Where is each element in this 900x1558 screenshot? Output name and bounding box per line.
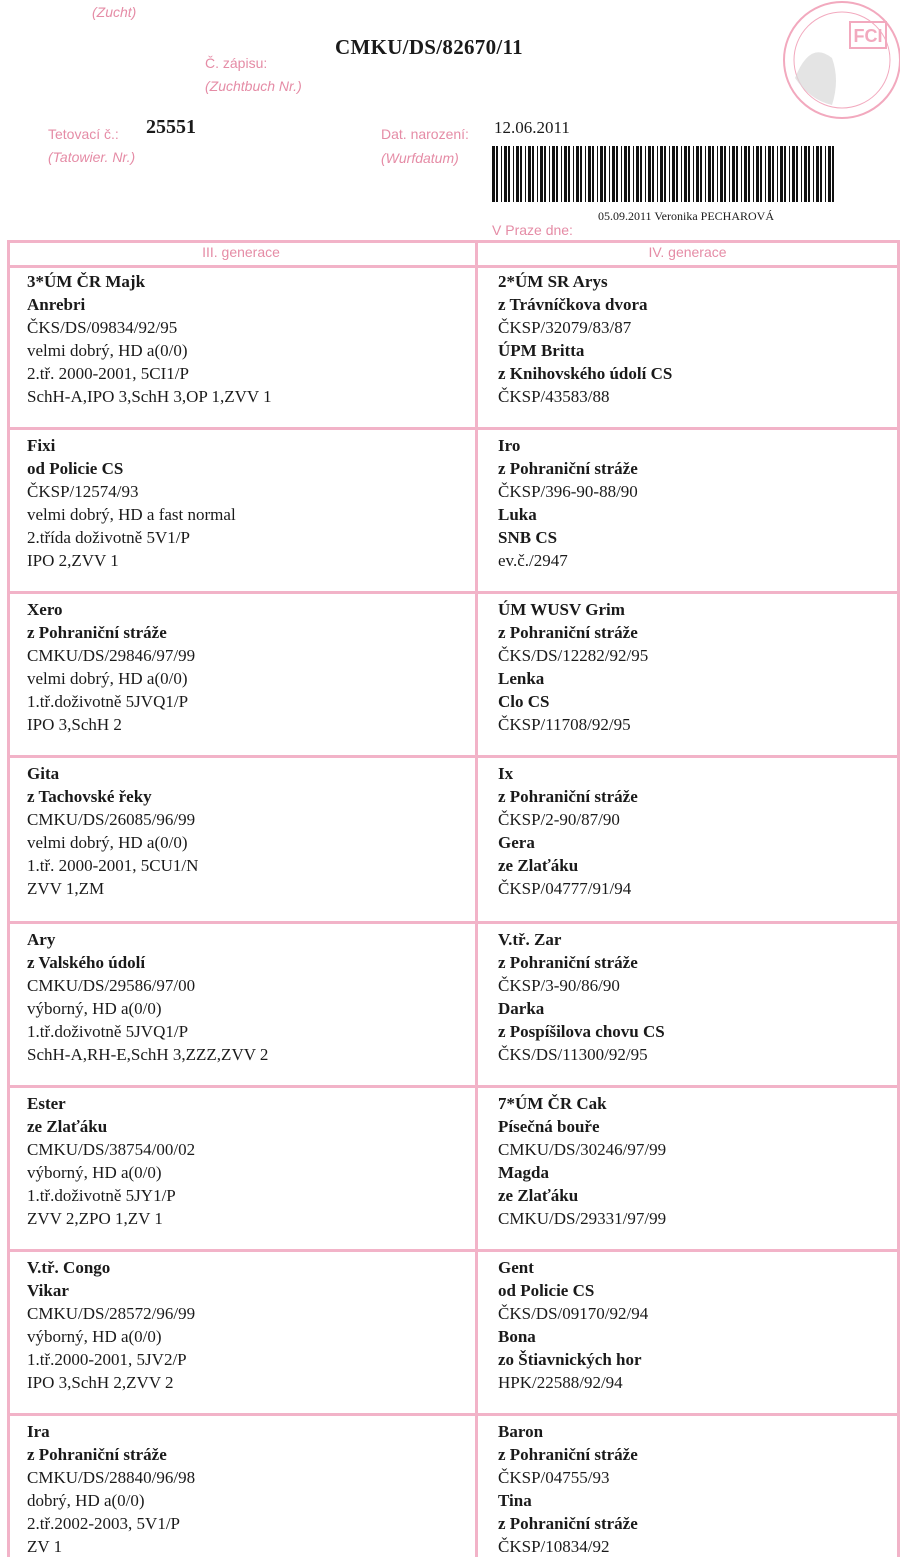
dog-name-line: 7*ÚM ČR Cak xyxy=(498,1094,607,1113)
barcode-bar xyxy=(597,146,598,202)
dog-detail-line: ZV 1 xyxy=(27,1537,63,1556)
dog-name-line: Gita xyxy=(27,764,60,783)
barcode-bar xyxy=(676,146,678,202)
barcode-bar xyxy=(537,146,538,202)
pedigree-cell-right xyxy=(498,1092,666,1230)
column-header-iii: III. generace xyxy=(202,244,280,260)
dog-name-line: ÚPM Britta xyxy=(498,341,585,360)
barcode-bar xyxy=(669,146,670,202)
barcode-bar xyxy=(684,146,687,202)
dog-name-line: z Pohraniční stráže xyxy=(27,623,167,642)
dog-detail-line: 1.tř. 2000-2001, 5CU1/N xyxy=(27,856,199,875)
barcode-bar xyxy=(672,146,675,202)
barcode-bar xyxy=(544,146,546,202)
barcode-bar xyxy=(496,146,498,202)
dog-detail-line: ev.č./2947 xyxy=(498,551,568,570)
dog-name-line: z Pohraniční stráže xyxy=(498,787,638,806)
dog-name-line: z Pohraniční stráže xyxy=(498,623,638,642)
registration-label-de: (Zuchtbuch Nr.) xyxy=(205,78,302,94)
barcode-bar xyxy=(796,146,798,202)
barcode-bar xyxy=(648,146,651,202)
dog-name-line: Fixi xyxy=(27,436,56,455)
pedigree-cell-right xyxy=(498,762,638,900)
barcode-bar xyxy=(549,146,550,202)
dog-detail-line: 1.tř.doživotně 5JVQ1/P xyxy=(27,1022,189,1041)
pedigree-cell-right xyxy=(498,1256,648,1394)
barcode-bar xyxy=(789,146,790,202)
barcode-bar xyxy=(705,146,706,202)
dog-name-line: Clo CS xyxy=(498,692,550,711)
registration-label: Č. zápisu: xyxy=(205,55,268,71)
dog-detail-line: ČKSP/04755/93 xyxy=(498,1468,610,1487)
barcode-bar xyxy=(540,146,543,202)
barcode-bar xyxy=(588,146,591,202)
barcode-bar xyxy=(828,146,831,202)
barcode-bar xyxy=(748,146,750,202)
pedigree-cell-right xyxy=(498,598,648,736)
dog-detail-line: CMKU/DS/28572/96/99 xyxy=(27,1304,196,1323)
barcode-bar xyxy=(777,146,778,202)
barcode-bar xyxy=(832,146,834,202)
dog-detail-line: CMKU/DS/30246/97/99 xyxy=(498,1140,667,1159)
barcode-bar xyxy=(492,146,495,202)
barcode-bar xyxy=(724,146,726,202)
barcode-bar xyxy=(528,146,531,202)
dog-name-line: Luka xyxy=(498,505,537,524)
dog-detail-line: velmi dobrý, HD a(0/0) xyxy=(27,833,188,852)
dog-detail-line: IPO 3,SchH 2,ZVV 2 xyxy=(27,1373,174,1392)
dog-name-line: Bona xyxy=(498,1327,536,1346)
pedigree-cell-left xyxy=(27,434,236,572)
barcode-bar xyxy=(628,146,630,202)
barcode-bar xyxy=(744,146,747,202)
barcode-bar xyxy=(573,146,574,202)
barcode-bar xyxy=(657,146,658,202)
barcode-bar xyxy=(660,146,663,202)
barcode-bar xyxy=(609,146,610,202)
dog-name-line: Písečná bouře xyxy=(498,1117,600,1136)
barcode-bar xyxy=(604,146,606,202)
barcode-bar xyxy=(624,146,627,202)
dog-detail-line: CMKU/DS/29331/97/99 xyxy=(498,1209,667,1228)
dog-name-line: z Tachovské řeky xyxy=(27,787,152,806)
dog-detail-line: CMKU/DS/38754/00/02 xyxy=(27,1140,196,1159)
dog-name-line: SNB CS xyxy=(498,528,558,547)
dog-detail-line: ČKS/DS/09834/92/95 xyxy=(27,318,178,337)
barcode-bar xyxy=(561,146,562,202)
barcode-bar xyxy=(525,146,526,202)
barcode-bar xyxy=(633,146,634,202)
dog-name-line: 2*ÚM SR Arys xyxy=(498,272,608,291)
barcode-bar xyxy=(732,146,735,202)
dog-name-line: z Pohraniční stráže xyxy=(498,1445,638,1464)
barcode-bar xyxy=(696,146,699,202)
dog-name-line: ze Zlaťáku xyxy=(498,856,579,875)
dog-name-line: Tina xyxy=(498,1491,532,1510)
barcode-bar xyxy=(820,146,822,202)
barcode-bar xyxy=(708,146,711,202)
barcode-bar xyxy=(616,146,618,202)
dog-detail-line: ČKS/DS/12282/92/95 xyxy=(498,646,649,665)
dog-detail-line: SchH-A,RH-E,SchH 3,ZZZ,ZVV 2 xyxy=(27,1045,269,1064)
barcode-bar xyxy=(513,146,514,202)
fci-seal-stamp xyxy=(770,0,900,135)
pedigree-cell-left xyxy=(27,1092,195,1230)
barcode-bar xyxy=(700,146,702,202)
dog-detail-line: ČKS/DS/11300/92/95 xyxy=(498,1045,648,1064)
dog-detail-line: výborný, HD a(0/0) xyxy=(27,1327,162,1346)
barcode-bar xyxy=(600,146,603,202)
dog-name-line: od Policie CS xyxy=(27,459,124,478)
barcode xyxy=(490,146,836,202)
dog-name-line: z Pohraniční stráže xyxy=(498,459,638,478)
dog-name-line: z Pohraniční stráže xyxy=(498,953,638,972)
dog-detail-line: IPO 3,SchH 2 xyxy=(27,715,122,734)
dog-detail-line: ČKSP/04777/91/94 xyxy=(498,879,632,898)
barcode-bar xyxy=(717,146,718,202)
barcode-bar xyxy=(804,146,807,202)
barcode-bar xyxy=(564,146,567,202)
dog-detail-line: ČKSP/3-90/86/90 xyxy=(498,976,620,995)
dog-name-line: od Policie CS xyxy=(498,1281,595,1300)
tattoo-number: 25551 xyxy=(146,116,196,138)
dog-name-line: Gent xyxy=(498,1258,534,1277)
barcode-bar xyxy=(568,146,570,202)
barcode-bar xyxy=(645,146,646,202)
barcode-bar xyxy=(768,146,771,202)
barcode-bar xyxy=(688,146,690,202)
barcode-bar xyxy=(612,146,615,202)
zucht-label: (Zucht) xyxy=(92,4,137,20)
issued-text: 05.09.2011 Veronika PECHAROVÁ xyxy=(598,209,774,223)
barcode-bar xyxy=(772,146,774,202)
dog-detail-line: IPO 2,ZVV 1 xyxy=(27,551,119,570)
barcode-bar xyxy=(520,146,522,202)
dog-detail-line: 1.tř.2000-2001, 5JV2/P xyxy=(27,1350,187,1369)
dog-detail-line: velmi dobrý, HD a fast normal xyxy=(27,505,236,524)
dog-name-line: Darka xyxy=(498,999,545,1018)
dog-detail-line: CMKU/DS/29586/97/00 xyxy=(27,976,196,995)
barcode-bar xyxy=(760,146,762,202)
dog-detail-line: 1.tř.doživotně 5JVQ1/P xyxy=(27,692,189,711)
dog-detail-line: ČKSP/32079/83/87 xyxy=(498,318,632,337)
dog-name-line: z Pohraniční stráže xyxy=(27,1445,167,1464)
barcode-bar xyxy=(792,146,795,202)
barcode-bar xyxy=(664,146,666,202)
dog-name-line: V.tř. Congo xyxy=(27,1258,111,1277)
barcode-bar xyxy=(501,146,502,202)
barcode-bar xyxy=(652,146,654,202)
dog-name-line: Ester xyxy=(27,1094,66,1113)
barcode-bar xyxy=(765,146,766,202)
dog-name-line: z Trávníčkova dvora xyxy=(498,295,648,314)
issued-place-label: V Praze dne: xyxy=(492,222,573,238)
barcode-bar xyxy=(516,146,519,202)
dog-name-line: Vikar xyxy=(27,1281,69,1300)
barcode-bar xyxy=(576,146,579,202)
barcode-bar xyxy=(592,146,594,202)
dog-name-line: z Knihovského údolí CS xyxy=(498,364,673,383)
dog-name-line: Gera xyxy=(498,833,535,852)
dog-detail-line: velmi dobrý, HD a(0/0) xyxy=(27,669,188,688)
dog-detail-line: ČKSP/10834/92 xyxy=(498,1537,610,1556)
dog-detail-line: ZVV 1,ZM xyxy=(27,879,105,898)
barcode-bar xyxy=(532,146,534,202)
dog-detail-line: 2.třída doživotně 5V1/P xyxy=(27,528,190,547)
dog-detail-line: ČKSP/12574/93 xyxy=(27,482,139,501)
barcode-bar xyxy=(816,146,819,202)
barcode-bar xyxy=(585,146,586,202)
dog-name-line: Baron xyxy=(498,1422,544,1441)
column-header-iv: IV. generace xyxy=(648,244,727,260)
dog-detail-line: ČKSP/11708/92/95 xyxy=(498,715,631,734)
dog-detail-line: ČKSP/396-90-88/90 xyxy=(498,482,638,501)
dog-name-line: zo Štiavnických hor xyxy=(498,1350,642,1369)
dog-name-line: ÚM WUSV Grim xyxy=(498,600,625,619)
dog-detail-line: výborný, HD a(0/0) xyxy=(27,1163,162,1182)
barcode-bar xyxy=(640,146,642,202)
barcode-bar xyxy=(813,146,814,202)
pedigree-cell-right xyxy=(498,434,638,572)
barcode-bar xyxy=(556,146,558,202)
barcode-bar xyxy=(825,146,826,202)
dog-detail-line: ČKS/DS/09170/92/94 xyxy=(498,1304,649,1323)
dog-name-line: V.tř. Zar xyxy=(498,930,562,949)
barcode-bar xyxy=(636,146,639,202)
pedigree-cell-left xyxy=(27,270,272,408)
barcode-bar xyxy=(504,146,507,202)
registration-number: CMKU/DS/82670/11 xyxy=(335,35,523,59)
pedigree-cell-left xyxy=(27,928,268,1066)
tattoo-label-de: (Tatowier. Nr.) xyxy=(48,149,136,165)
dog-name-line: Anrebri xyxy=(27,295,86,314)
svg-text:FCI: FCI xyxy=(853,26,883,46)
barcode-bar xyxy=(712,146,714,202)
pedigree-cell-right xyxy=(498,270,672,408)
dog-detail-line: CMKU/DS/29846/97/99 xyxy=(27,646,196,665)
dog-name-line: Ary xyxy=(27,930,56,949)
dog-name-line: Iro xyxy=(498,436,521,455)
barcode-bar xyxy=(756,146,759,202)
birth-date: 12.06.2011 xyxy=(494,118,570,137)
dog-detail-line: výborný, HD a(0/0) xyxy=(27,999,162,1018)
dog-detail-line: dobrý, HD a(0/0) xyxy=(27,1491,145,1510)
barcode-bar xyxy=(580,146,582,202)
dog-name-line: ze Zlaťáku xyxy=(498,1186,579,1205)
dog-detail-line: 2.tř.2002-2003, 5V1/P xyxy=(27,1514,180,1533)
barcode-bar xyxy=(621,146,622,202)
pedigree-cell-left xyxy=(27,1420,195,1558)
pedigree-table xyxy=(7,240,900,1557)
birth-label: Dat. narození: xyxy=(381,126,469,142)
barcode-bar xyxy=(552,146,555,202)
dog-name-line: z Pospíšilova chovu CS xyxy=(498,1022,665,1041)
dog-detail-line: CMKU/DS/26085/96/99 xyxy=(27,810,196,829)
dog-name-line: z Valského údolí xyxy=(27,953,146,972)
barcode-bar xyxy=(801,146,802,202)
barcode-bar xyxy=(808,146,810,202)
dog-name-line: Magda xyxy=(498,1163,549,1182)
pedigree-cell-right xyxy=(498,1420,638,1558)
dog-name-line: Lenka xyxy=(498,669,545,688)
barcode-bar xyxy=(693,146,694,202)
barcode-bar xyxy=(741,146,742,202)
pedigree-cell-left xyxy=(27,1256,195,1394)
pedigree-cell-left xyxy=(27,598,195,736)
barcode-bar xyxy=(508,146,510,202)
barcode-bar xyxy=(784,146,786,202)
dog-name-line: Ix xyxy=(498,764,514,783)
dog-name-line: Xero xyxy=(27,600,63,619)
dog-detail-line: velmi dobrý, HD a(0/0) xyxy=(27,341,188,360)
dog-name-line: 3*ÚM ČR Majk xyxy=(27,272,146,291)
barcode-bar xyxy=(729,146,730,202)
birth-label-de: (Wurfdatum) xyxy=(381,150,459,166)
dog-detail-line: 1.tř.doživotně 5JY1/P xyxy=(27,1186,176,1205)
dog-detail-line: SchH-A,IPO 3,SchH 3,OP 1,ZVV 1 xyxy=(27,387,272,406)
barcode-bar xyxy=(780,146,783,202)
dog-detail-line: HPK/22588/92/94 xyxy=(498,1373,623,1392)
dog-detail-line: 2.tř. 2000-2001, 5CI1/P xyxy=(27,364,189,383)
barcode-bar xyxy=(720,146,723,202)
dog-name-line: ze Zlaťáku xyxy=(27,1117,108,1136)
barcode-bar xyxy=(753,146,754,202)
dog-detail-line: ZVV 2,ZPO 1,ZV 1 xyxy=(27,1209,163,1228)
dog-detail-line: ČKSP/43583/88 xyxy=(498,387,610,406)
dog-detail-line: ČKSP/2-90/87/90 xyxy=(498,810,620,829)
dog-name-line: z Pohraniční stráže xyxy=(498,1514,638,1533)
dog-name-line: Ira xyxy=(27,1422,50,1441)
barcode-bar xyxy=(681,146,682,202)
barcode-bar xyxy=(736,146,738,202)
dog-detail-line: CMKU/DS/28840/96/98 xyxy=(27,1468,196,1487)
pedigree-cell-right xyxy=(498,928,665,1066)
pedigree-cell-left xyxy=(27,762,198,900)
tattoo-label: Tetovací č.: xyxy=(48,126,119,142)
